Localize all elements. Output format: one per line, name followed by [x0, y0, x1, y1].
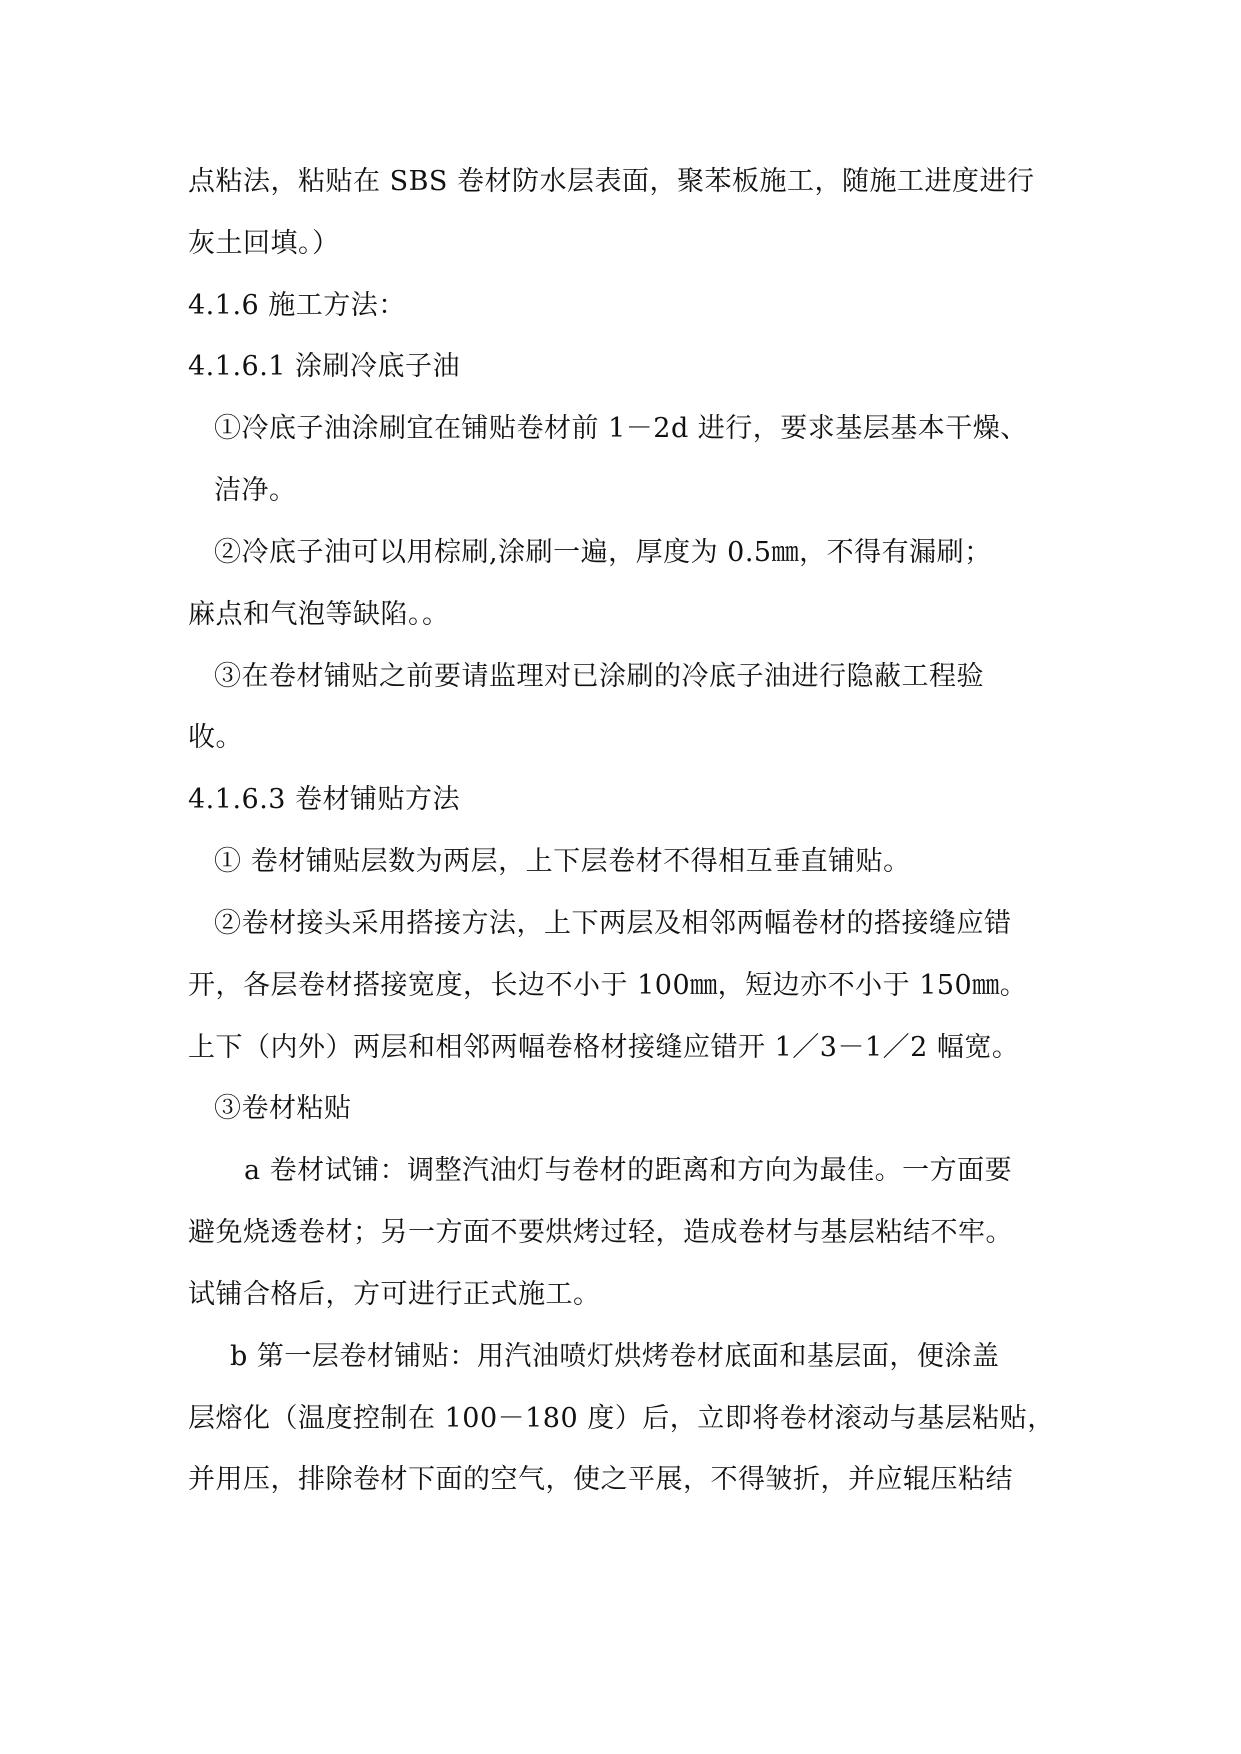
sub-item-continuation: 试铺合格后，方可进行正式施工。 [188, 1279, 601, 1310]
sub-item-continuation: 层熔化（温度控制在 100－180 度）后，立即将卷材滚动与基层粘贴， [188, 1403, 1055, 1434]
list-item: ②卷材接头采用搭接方法，上下两层及相邻两幅卷材的搭接缝应错 [214, 908, 1012, 939]
sub-item: b 第一层卷材铺贴：用汽油喷灯烘烤卷材底面和基层面，便涂盖 [230, 1341, 1000, 1372]
list-item: ③在卷材铺贴之前要请监理对已涂刷的冷底子油进行隐蔽工程验 [214, 661, 984, 692]
body-text-line: 点粘法，粘贴在 SBS 卷材防水层表面，聚苯板施工，随施工进度进行 [188, 166, 1035, 197]
body-text-line: 灰土回填。） [188, 228, 340, 259]
section-heading: 4.1.6 施工方法： [188, 290, 406, 321]
sub-item-continuation: 避免烧透卷材；另一方面不要烘烤过轻，造成卷材与基层粘结不牢。 [188, 1217, 1013, 1248]
list-item-continuation: 洁净。 [214, 475, 297, 506]
list-item-continuation: 麻点和气泡等缺陷。。 [188, 599, 450, 630]
list-item-continuation: 收。 [188, 722, 243, 753]
subsection-heading: 4.1.6.3 卷材铺贴方法 [188, 784, 461, 815]
list-item-continuation: 上下（内外）两层和相邻两幅卷格材接缝应错开 1／3－1／2 幅宽。 [188, 1032, 1020, 1063]
list-item-continuation: 开，各层卷材搭接宽度，长边不小于 100㎜，短边亦不小于 150㎜。 [188, 970, 1028, 1001]
list-item: ②冷底子油可以用棕刷,涂刷一遍，厚度为 0.5㎜，不得有漏刷； [214, 537, 992, 568]
list-item: ①冷底子油涂刷宜在铺贴卷材前 1－2d 进行，要求基层基本干燥、 [214, 413, 1028, 444]
list-item: ③卷材粘贴 [214, 1093, 352, 1124]
subsection-heading: 4.1.6.1 涂刷冷底子油 [188, 351, 461, 382]
sub-item-continuation: 并用压，排除卷材下面的空气，使之平展，不得皱折，并应辊压粘结 [188, 1464, 1013, 1495]
list-item: ① 卷材铺贴层数为两层，上下层卷材不得相互垂直铺贴。 [214, 846, 911, 877]
sub-item: a 卷材试铺：调整汽油灯与卷材的距离和方向为最佳。一方面要 [244, 1155, 1013, 1186]
